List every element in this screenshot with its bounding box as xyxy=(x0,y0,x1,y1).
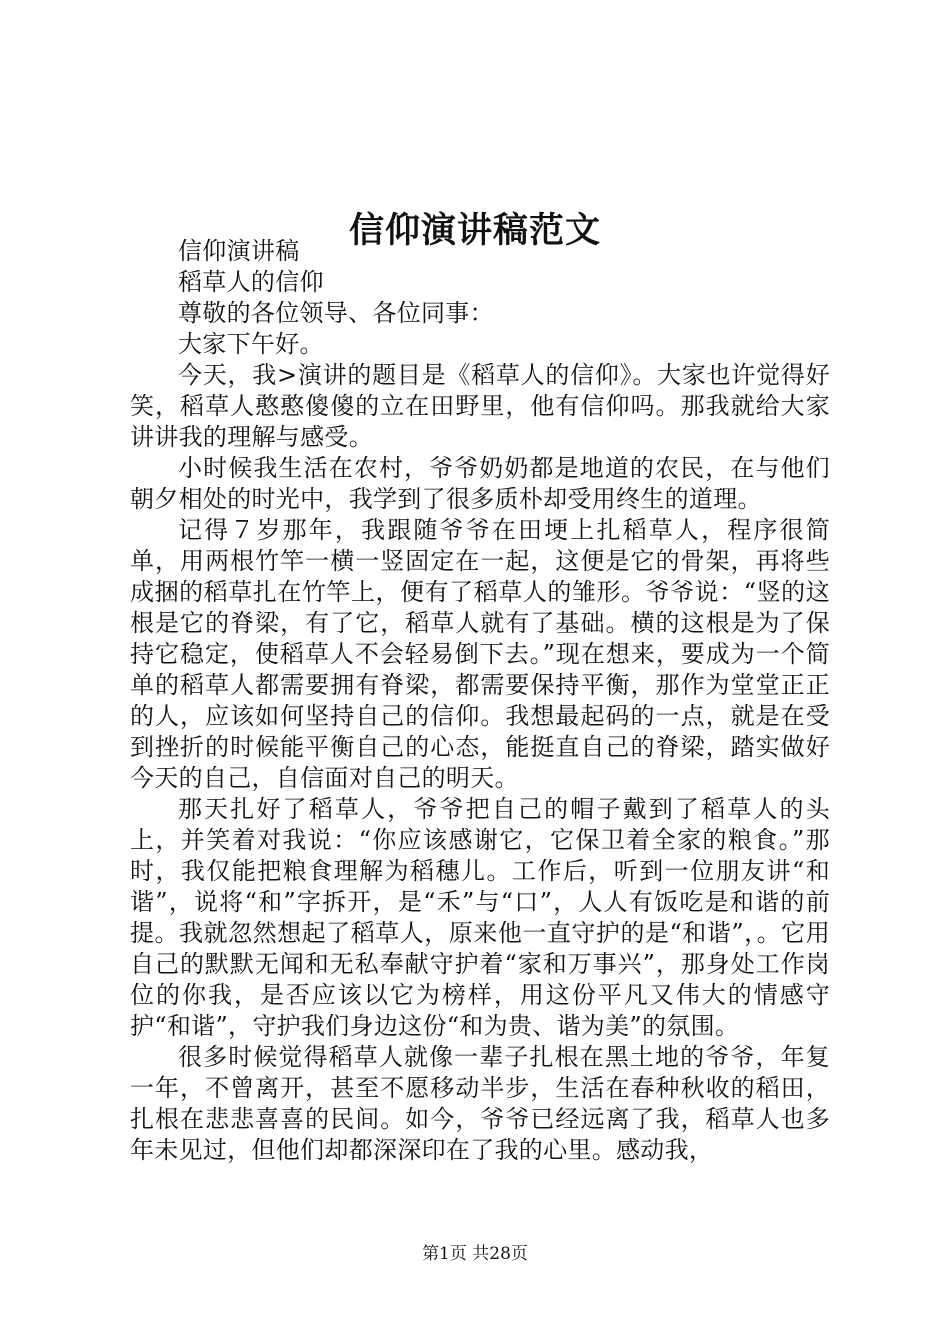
paragraph: 稻草人的信仰 xyxy=(178,268,324,296)
paragraph: 今天，我>演讲的题目是《稻草人的信仰》。大家也许觉得好笑，稻草人憨憨傻傻的立在田野里，他有信仰吗。那我就给大家讲讲我的理解与感受。 xyxy=(130,361,830,451)
document-title: 信仰演讲稿范文 xyxy=(348,210,601,252)
paragraph: 信仰演讲稿 xyxy=(178,237,300,265)
paragraph: 大家下午好。 xyxy=(178,330,324,358)
document-body xyxy=(130,236,830,1166)
paragraph: 很多时候觉得稻草人就像一辈子扎根在黑土地的爷爷，年复一年，不曾离开，甚至不愿移动半步，生活在春种秋收的稻田，扎根在悲悲喜喜的民间。如今，爷爷已经远离了我，稻草人也多年未见过，但他们却都深深印在了我的心里。感动我， xyxy=(130,1043,830,1164)
paragraph: 小时候我生活在农村，爷爷奶奶都是地道的农民，在与他们朝夕相处的时光中，我学到了很多质朴却受用终生的道理。 xyxy=(130,454,830,513)
paragraph: 尊敬的各位领导、各位同事： xyxy=(178,299,494,327)
page-footer: 第1页 共28页 xyxy=(422,1244,528,1264)
paragraph: 记得７岁那年，我跟随爷爷在田埂上扎稻草人，程序很简单，用两根竹竿一横一竖固定在一起，这便是它的骨架，再将些成捆的稻草扎在竹竿上，便有了稻草人的雏形。爷爷说：“竖的这根是它的脊梁，有了它，稻草人就有了基础。横的这根是为了保持它稳定，使稻草人不会轻易倒下去。”现在想来，要成为一个简单的稻草人都需要拥有脊梁，都需要保持平衡，那作为堂堂正正的人，应该如何坚持自己的信仰。我想最起码的一点，就是在受到挫折的时候能平衡自己的心态，能挺直自己的脊梁，踏实做好今天的自己，自信面对自己的明天。 xyxy=(130,516,830,792)
paragraph: 那天扎好了稻草人，爷爷把自己的帽子戴到了稻草人的头上，并笑着对我说：“你应该感谢它，它保卫着全家的粮食。”那时，我仅能把粮食理解为稻穗儿。工作后，听到一位朋友讲“和谐”，说将“和”字拆开，是“禾”与“口”，人人有饭吃是和谐的前提。我就忽然想起了稻草人，原来他一直守护的是“和谐”，。它用自己的默默无闻和无私奉献守护着“家和万事兴”，那身处工作岗位的你我，是否应该以它为榜样，用这份平凡又伟大的情感守护“和谐”，守护我们身边这份“和为贵、谐为美”的氛围。 xyxy=(130,795,830,1040)
